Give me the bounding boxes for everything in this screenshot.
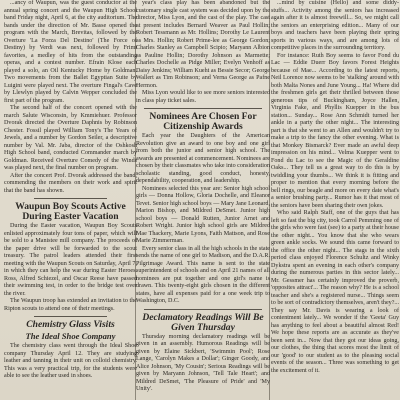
declamatory-article: Thursday morning declamatory readings will be given in an assembly. Humorous Readings will be given by Elaine Sickbert, 'Swimmin Pool'; Rose Lange, 'Carolyn Makes a Dollar'; Ginger Goody, and Alice Johnson, 'My Cousin'; Serious Readings will be given by Maryann Johnson, 'Tell Tale Heart'; and Mildred DeSmet, 'The Pleasure of Pride' and 'My Unity'. xyxy=(136,333,270,392)
class-play-closing: Miss Lyon would like to see more seniors interested in class play ticket sales. xyxy=(136,90,270,104)
chemistry-article: The chemistry class went through the Ideal Shoe company Thursday April 12. They are studying leather and tanning in their unit on colloid chemistry. This was a very practical trip, for the students were able to see the leather used in shoes. xyxy=(4,343,137,379)
column-middle xyxy=(136,0,270,400)
article-divider xyxy=(34,316,107,317)
gossip-column-end: Who said Ralph Staff, one of the guys that has left so fast the big city, took Carrol Pemming one of the girls who were fast (see) to a party at their house the other night... You know that she who wears green ankle socks. We sound this came forward to the office the other night... The stags in the sixth period class enjoyed Florence Schultz and Winky Dykstra spent an evening in each other's company during the numerous parties in this sector lately... Mr. Gessmer has certainly improved the proverb, 'opposites attract'... The reason why? He is a school teacher and she's a registered nurse... Things seem to be sort of contradictory themselves, aren't they?... They say Mr. Davis is wearing a look of contentment lately... We wonder if the 'Geeta' Guy has anything to feel about a beautiful almost Red! We hope these reports are as accurate as they've been sent in... Now that they got our ideas going, our clothes, the thing that scores most the limit of our 'good' to our student as to the pleasing social events of the season... Three was something to get the excitement of it. xyxy=(271,210,399,374)
article-divider xyxy=(144,309,262,310)
citizenship-article: Each year the Daughters of the American Revolution give an award to one boy and one girl from both the junior and senior high school. The awards are presented at commencement. Nominees are chosen by their classmates who take into consideration scholastic standing, good conduct, honesty, dependability, cooperation, and leadership. xyxy=(136,133,270,184)
band-concert-closing: After the concert Prof. Dvorak addressed the band, commending the members on their work and spirit that the band has shown. xyxy=(4,172,137,194)
scouts-article-end: The Waupun troop has extended an invitation to the Ripton scouts to attend one of their meetings. xyxy=(4,298,137,312)
citizenship-pilgrimage: Every senior class in all the high schools in the state sends the name of one girl to Madison, and the D.A.R. Pilgrimage Award. This name is sent to the state superintendent of schools and on April 21 names of all nominees are put together and one girl's name is drawn. This twenty-eight girls chosen in the different states, have all expenses paid for a one week trip to Washington, D.C. xyxy=(136,245,270,304)
band-concert-second-half: The second half of the concert opened with the march Salute Wisconsin, by Kmmiehuer. Professor Dvorak directed the Overture Daphnis by Robinson Chester. Fossil played William Tony's The Years of Jewels, and a number by Gordon Seiler, a descriptive number by Val. Mr. Jaba, director of the Oshkosh High School band, conducted Commander march by Goldman. Received Overture Comedy of the Winds was played next, the final number on program. xyxy=(4,105,137,171)
declamatory-headline: Declamatory Readings Will Be Given Thursday xyxy=(142,311,264,333)
citizenship-nominees: Nominees selected this year are: Senior high school girls — Donna Hollow, Gloria Dochelle, and Eleanor Tevet. Senior high school boys — Mary Jane Leonard, Marion Bishop, and Mildred DeSmet. Junior high school boys — Donald Rutten, Junior Arnet and Robert Wright. Junior high school girls are Mildred Mae Thackery, Marie Lyons, Faith Mattson, and Rose Marie Zimmerman. xyxy=(136,185,270,244)
column-right xyxy=(271,0,399,400)
scouts-headline: Waupun Boy Scouts Active During Easter Vacation xyxy=(15,201,126,222)
article-divider xyxy=(144,108,262,109)
class-play-article: year's class play has been abandoned but the customary single cast system was decided upon by the director, Miss Lyon, and the cast of the play. The cast at present includes Bernard Weaver as Paul Hollin; Robert Tessmann as Mr. Hollins; Dorothy Le Laurent as Mrs. Hollin; Robert Prime-lee as George Gordon; Charles Stanley as Campbell Scipio; Maryann Albion as Pauline Hollin; Dorothy Johnson as Marmette; Charles Dochelle as Pidge Miller; Evelyn Venhoff as Daisy Jenkins; William Kueht as Bessie Secor; George Wallert as Tim Robinson; and Verna George as Pafne Hermon. xyxy=(136,0,270,89)
column-left xyxy=(4,0,137,400)
scouts-article: During the Easter vacation, Waupun Boy Scouts enlisted approximately four tons of paper, which will be sold to a Manistee mill company. The proceeds of the paper drive will be forwarded to the scout treasury. The patrol leaders attended their first meeting with the Waupun Scouts on Saturday, April 7, in which they can help the war during Easter Heroes. Ross, Alfred Schiezel, and Oscar Reese have passed their swimming test, in order to the bridge test over the river. xyxy=(4,223,137,297)
gossip-column-intro: ...mind by cuisine (Hello) and some diddy-stuffs... Activity among the seniors has increased again after it is almost freewill... So, we might call the seniors an enterprising edition... Many of our boys and teachers have been playing their spring sports in various ways, and are among lots of competitive places in the surrounding territory. xyxy=(271,0,399,51)
article-divider xyxy=(34,198,107,199)
citizenship-headline: Nominees Are Chosen For Citizenship Awards xyxy=(149,111,257,132)
band-concert-article: ...ancy of Waupun, was the guest conductor at the annual spring concert and the Waupun High School band Friday night, April 6, at the city auditorium. The bands under the direction of Mr. Basse opened the program with the March, Brevitas, followed by the Overture 'La Forza Del Destino' (The Force of Destiny) by Verdi was next, followed by Frimi favorites, a medley of hits from the outstanding operas, and a contest number. Efrain Klose each played a solo, an Oil Kentucky Home by Goldman. Two movements from the Ballet Egyptian Suite by Luigini were played next. The overture Fingal's Cave by Llewlyn played by Calvin Wepper concluded the first part of the program. xyxy=(4,0,137,104)
chemistry-subheadline: The Ideal Shoe Company xyxy=(25,331,116,341)
gossip-column-body: For instance: Ruth Boy seems to favor Fond du Lac — Eddie Duerr Boy favors Forest Heights because of Mae... According to the latest reports, Neil Lorence now seems to be 'stalking' around with both Malta Nones and June Young... Ha! Where did the freshmen girls get their thrilled between those generous tips of Buckingham, Joyce Hallen, Virginia Fake, and Phyllis Kuepper in the bus station... Sunday... Rose Ann Schmidt turned her ankle in a party the other night... The interesting part is that she went to an Allen and wouldn't try to make a trip to the fancy the other evening. What is that Monkey Bismarck? Ever made an awful deep impression on his mind... Velma Kuepper went to Fond du Lac to see the Magic of the Geraldine Oaks... They tell us a great way to do this is by twiddling your thumbs... We think it is fitting and proper to mention that every morning before the bell rings, our beagle and more on every date what's a senior brushing party... Rumor has it that most of the seniors have been sharing their own jokes. xyxy=(271,52,399,209)
chemistry-headline: Chemistry Glass Visits xyxy=(26,319,115,330)
